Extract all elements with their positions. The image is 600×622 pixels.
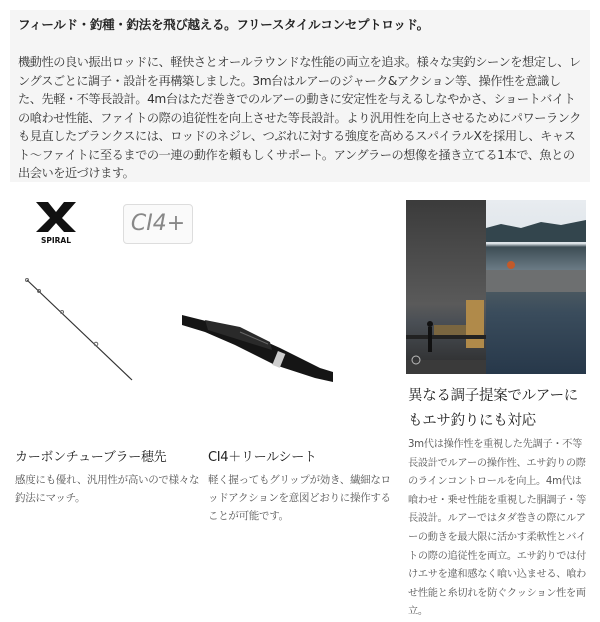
ci4-logo: CI4+ xyxy=(123,204,193,244)
feature-reel-seat xyxy=(208,449,398,525)
svg-text:SPIRAL: SPIRAL xyxy=(40,236,72,245)
night-fishing-photo xyxy=(406,200,486,374)
intro-body: 機動性の良い振出ロッドに、軽快さとオールラウンドな性能の両立を追求。様々な実釣シーンを想定し、レングスごとに調子・設計を再構築しました。3m台はルアーのジャーク&アクション等、操作性を意識した、先軽・不等長設計。4m台はただ巻きでのルアーの動きに安定性を与えるしなやかさ、ショートバイトの喰わせ性能、ファイトの際の追従性を向上させた等長設計。より汎用性を向上させるためにパワーランクも見直したブランクスには、ロッドのネジレ、つぶれに対する強度を高めるスパイラルXを採用し、キャスト〜ファイトに至るまでの一連の動作を頼もしくサポート。アングラーの想像を掻き立てる1本で、魚との出会いを近づけます。 xyxy=(18,55,581,180)
feature-action xyxy=(408,384,588,622)
spiral-x-logo xyxy=(30,200,82,246)
feature-text: 3m代は操作性を重視した先調子・不等長設計でルアーの操作性、エサ釣りの際のラインコントロールを向上。4m代は喰わせ・乗せ性能を重視した胴調子・等長設計。ルアーではタダ巻きの際にルアーの動きを最大限に活かす柔軟性とバイトの際の追従性を両立。エサ釣りでは付けエサを違和感なく喰い込ませる、喰わせ性能と糸切れを防ぐクッション性を両立。 xyxy=(408,439,586,618)
feature-text: 軽く握ってもグリップが効き、繊細なロッドアクションを意図どおりに操作することが可能です。 xyxy=(208,474,391,522)
intro-box xyxy=(10,10,590,182)
intro-title: フィールド・釣種・釣法を飛び越える。フリースタイルコンセプトロッド。 xyxy=(18,17,429,32)
rod-tip-image xyxy=(20,275,140,385)
feature-title: 異なる調子提案でルアーにもエサ釣りにも対応 xyxy=(408,388,578,429)
feature-title: カーボンチューブラー穂先 xyxy=(15,450,167,465)
reel-seat-image xyxy=(180,310,335,385)
harbor-photo xyxy=(486,200,586,374)
feature-title: CI4＋リールシート xyxy=(208,450,317,465)
feature-text: 感度にも優れ、汎用性が高いので様々な釣法にマッチ。 xyxy=(15,474,200,504)
feature-carbon-tip xyxy=(15,449,200,507)
